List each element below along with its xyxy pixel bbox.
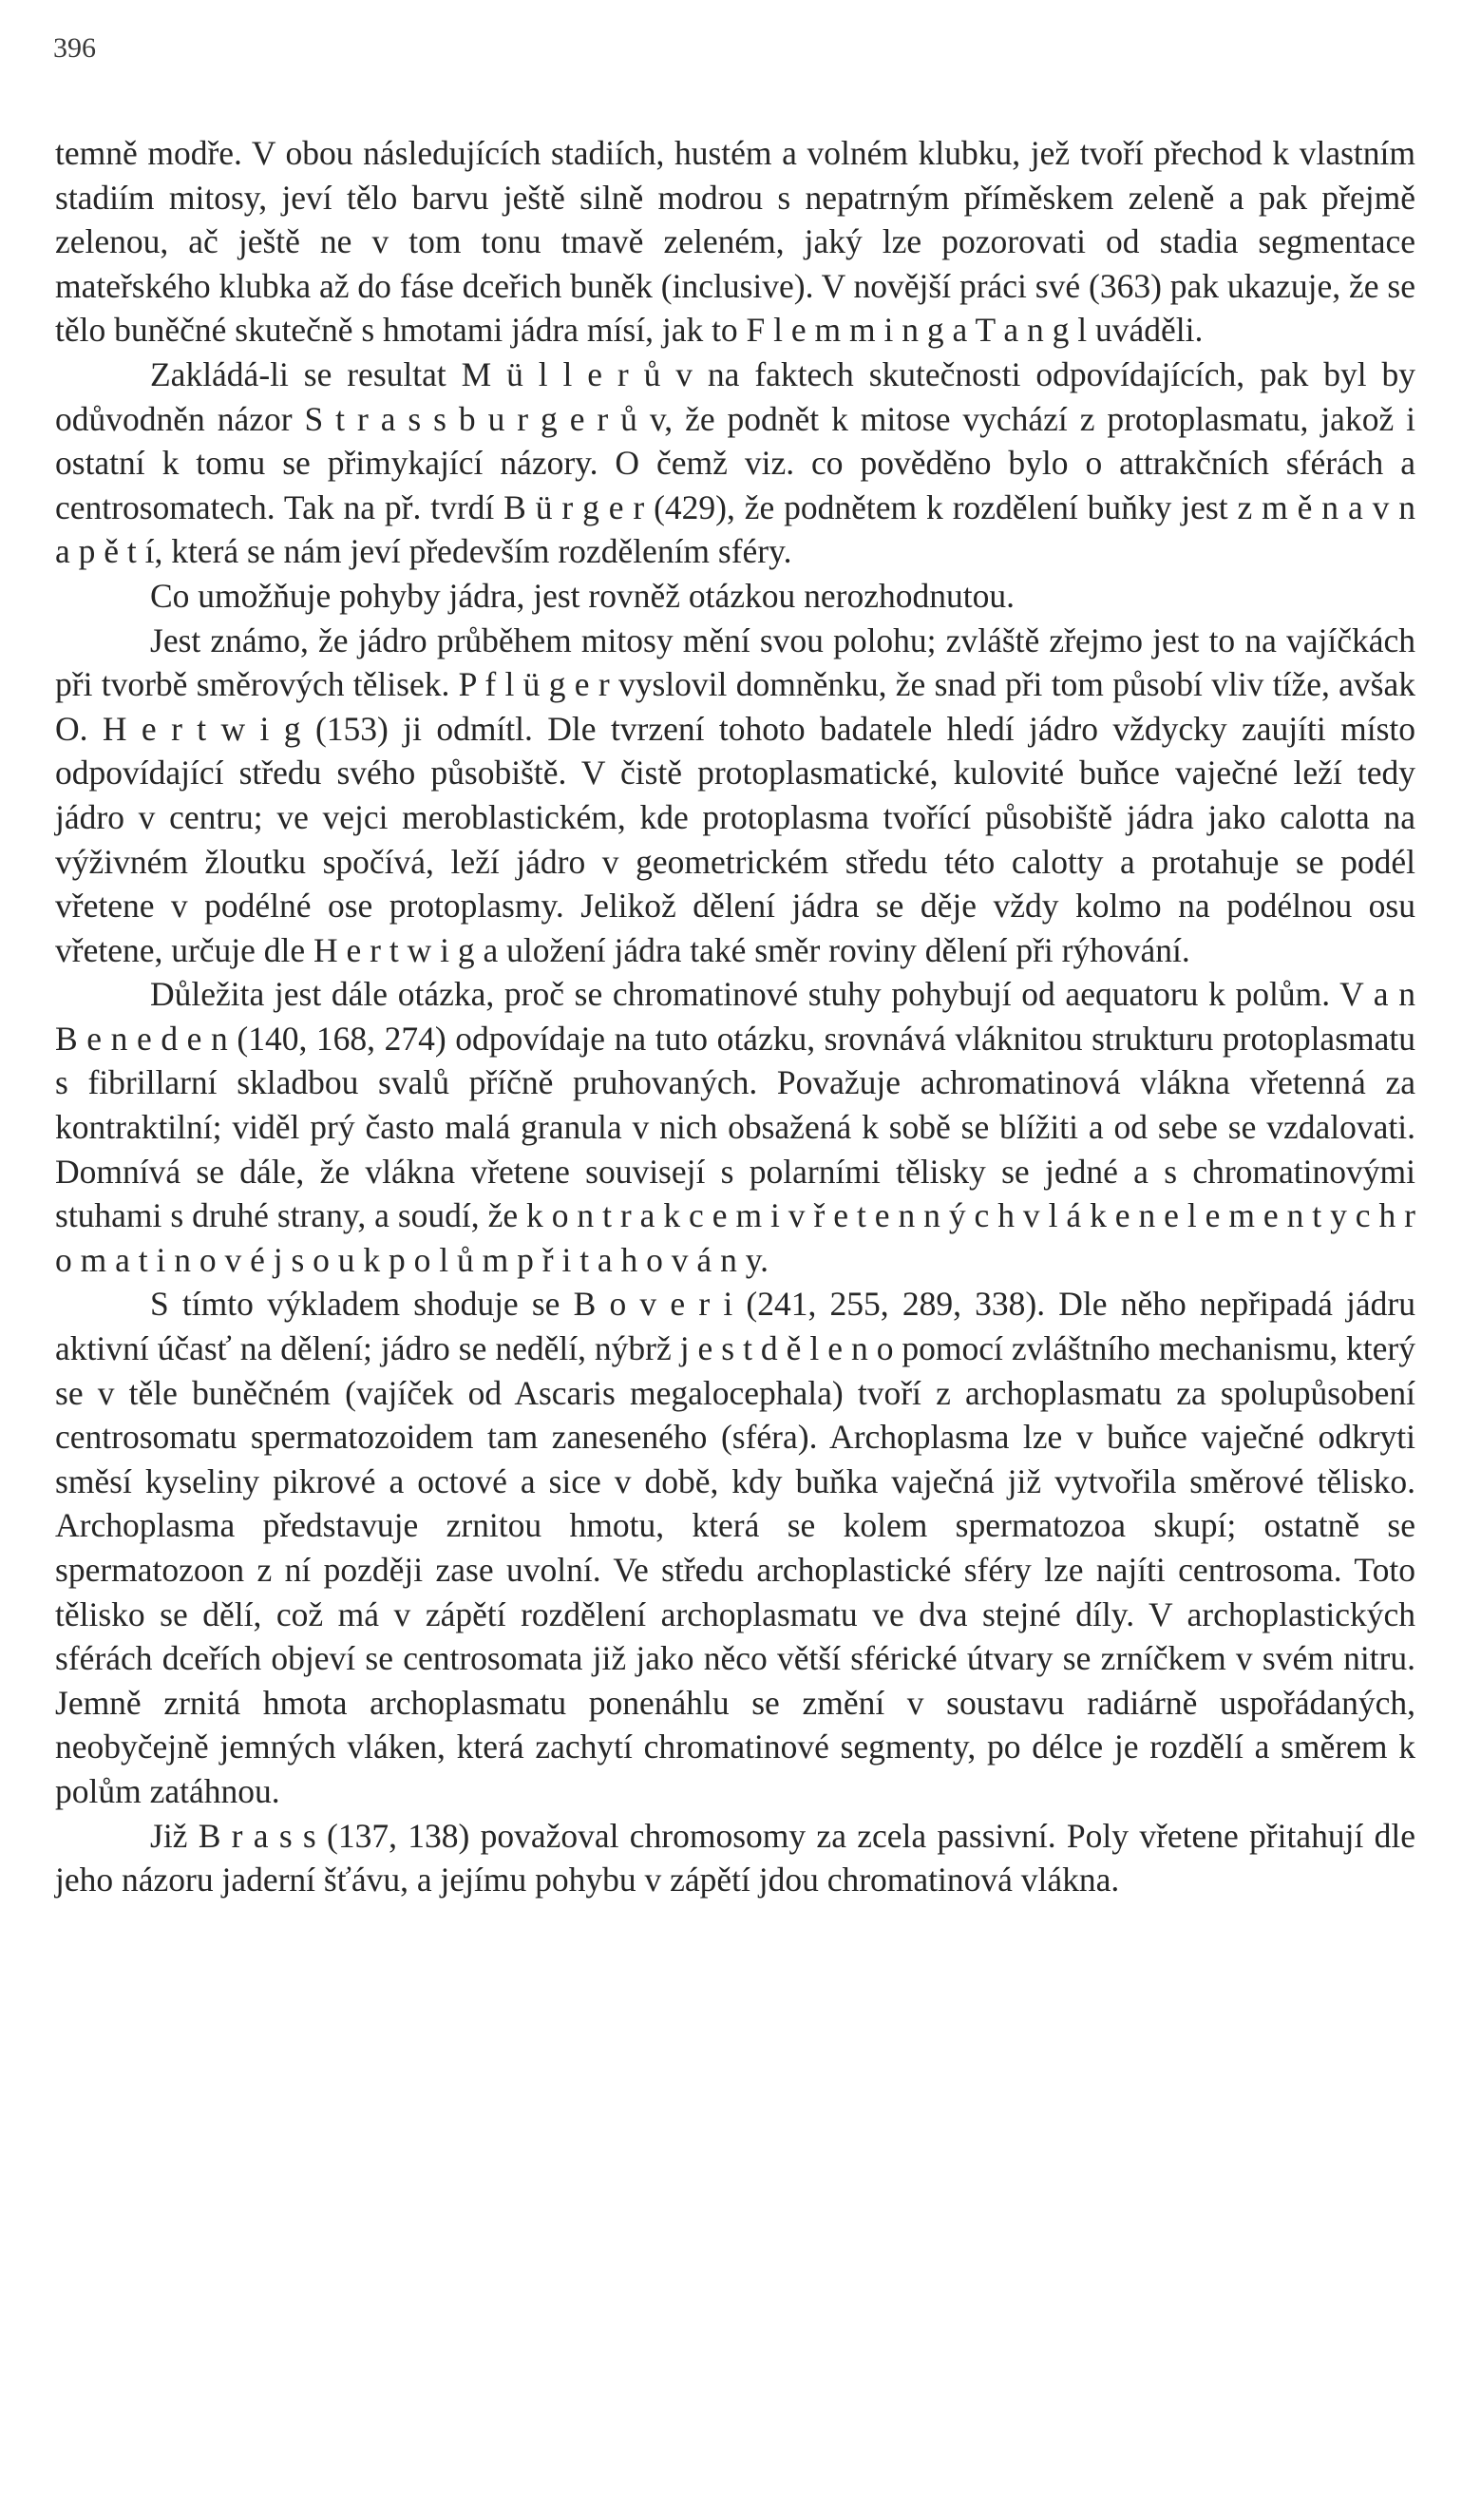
body-text [55, 131, 1415, 1902]
paragraph: Zakládá-li se resultat M ü l l e r ů v na faktech skutečnosti odpovídajících, pak byl by odůvodněn názor S t r a s s b u r g e r ů v, že podnět k mitose vychází z protoplasmatu, jakož i ostatní k tomu se přimykající názory. O čemž viz. co pověděno bylo o attrakčních sférách a centrosomatech. Tak na př. tvrdí B ü r g e r (429), že podnětem k rozdělení buňky jest z m ě n a v n a p ě t í, která se nám jeví především rozdělením sféry. [55, 354, 1415, 571]
paragraph: Již B r a s s (137, 138) považoval chromosomy za zcela passivní. Poly vřetene přitahují dle jeho názoru jaderní šťávu, a jejímu pohybu v zápětí jdou chromatinová vlákna. [55, 1816, 1415, 1900]
paragraph: temně modře. V obou následujících stadiích, hustém a volném klubku, jež tvoří přechod k vlastním stadiím mitosy, jeví tělo barvu ještě silně modrou s nepatrným příměskem zeleně a pak přejmě zelenou, ač ještě ne v tom tonu tmavě zeleném, jaký lze pozorovati od stadia segmentace mateřského klubka až do fáse dceřich buněk (inclusive). V novější práci své (363) pak ukazuje, že se tělo buněčné skutečně s hmotami jádra mísí, jak to F l e m m i n g a T a n g l uváděli. [55, 134, 1415, 350]
paragraph: Důležita jest dále otázka, proč se chromatinové stuhy pohybují od aequatoru k polům. V a n B e n e d e n (140, 168, 274) odpovídaje na tuto otázku, srovnává vláknitou strukturu protoplasmatu s fibrillarní skladbou svalů příčně pruhovaných. Považuje achromatinová vlákna vřetenná za kontraktilní; viděl prý často malá granula v nich obsažená k sobě se blížiti a od sebe se vzdalovati. Domnívá se dále, že vlákna vřetene souvisejí s polarními tělisky se jedné a s chromatinovými stuhami s druhé strany, a soudí, že k o n t r a k c e m i v ř e t e n n ý c h v l á k e n e l e m e n t y c h r o m a t i n o v é j s o u k p o l ů m p ř i t a h o v á n y. [55, 975, 1415, 1279]
page-number: 396 [53, 32, 96, 64]
paragraph: Jest známo, že jádro průběhem mitosy mění svou polohu; zvláště zřejmo jest to na vajíčkách při tvorbě směrových tělisek. P f l ü g e r vyslovil domněnku, že snad při tom působí vliv tíže, avšak O. H e r t w i g (153) ji odmítl. Dle tvrzení tohoto badatele hledí jádro vždycky zaujíti místo odpovídající středu svého působiště. V čistě protoplasmatické, kulovité buňce vaječné leží tedy jádro v centru; ve vejci meroblastickém, kde protoplasma tvořící působiště jádra jako calotta na výživném žloutku spočívá, leží jádro v geometrickém středu této calotty a protahuje se podél vřetene v podélné ose protoplasmy. Jelikož dělení jádra se děje vždy kolmo na podélnou osu vřetene, určuje dle H e r t w i g a uložení jádra také směr roviny dělení při rýhování. [55, 620, 1415, 969]
paragraph: S tímto výkladem shoduje se B o v e r i (241, 255, 289, 338). Dle něho nepřipadá jádru aktivní účasť na dělení; jádro se nedělí, nýbrž j e s t d ě l e n o pomocí zvláštního mechanismu, který se v těle buněčném (vajíček od Ascaris megalocephala) tvoří z archoplasmatu za spolupůsobení centrosomatu spermatozoidem tam zaneseného (sféra). Archoplasma lze v buňce vaječné odkryti směsí kyseliny pikrové a octové a sice v době, kdy buňka vaječná již vytvořila směrové tělisko. Archoplasma představuje zrnitou hmotu, která se kolem spermatozoa skupí; ostatně se spermatozoon z ní později zase uvolní. Ve středu archoplastické sféry lze najíti centrosoma. Toto tělisko se dělí, což má v zápětí rozdělení archoplasmatu ve dva stejné díly. V archoplastických sférách dceřích objeví se centrosomata již jako něco větší sférické útvary se zrníčkem v svém nitru. Jemně zrnitá hmota archoplasmatu ponenáhlu se změní v soustavu radiárně uspořádaných, neobyčejně jemných vláken, která zachytí chromatinové segmenty, po délce je rozdělí a směrem k polům zatáhnou. [55, 1285, 1415, 1810]
paragraph: Co umožňuje pohyby jádra, jest rovněž otázkou nerozhodnutou. [150, 576, 1015, 615]
